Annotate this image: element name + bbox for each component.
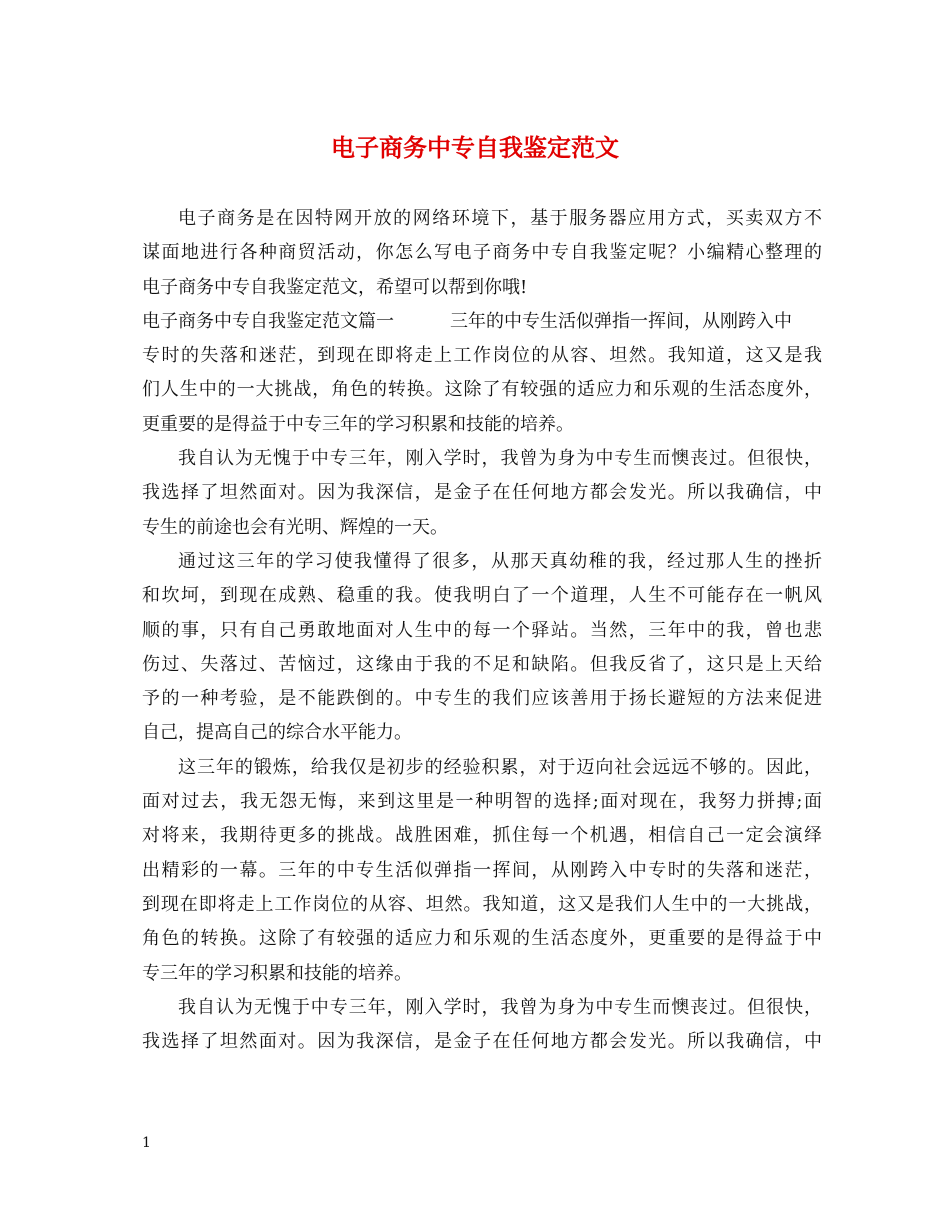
- text-line: 们人生中的一大挑战，角色的转换。这除了有较强的适应力和乐观的生活态度外，: [142, 379, 822, 401]
- text-line: 谋面地进行各种商贸活动，你怎么写电子商务中专自我鉴定呢？小编精心整理的: [142, 242, 822, 264]
- text-line: 我自认为无愧于中专三年，刚入学时，我曾为身为中专生而懊丧过。但很快，: [178, 448, 822, 470]
- text-line: 我选择了坦然面对。因为我深信，是金子在任何地方都会发光。所以我确信，中: [142, 1031, 822, 1053]
- text-line: 对将来，我期待更多的挑战。战胜困难，抓住每一个机遇，相信自己一定会演绎: [142, 825, 822, 847]
- text-line: 顺的事，只有自己勇敢地面对人生中的每一个驿站。当然，三年中的我，曾也悲: [142, 619, 822, 641]
- document-title: 电子商务中专自我鉴定范文: [331, 133, 619, 162]
- text-line: 更重要的是得益于中专三年的学习积累和技能的培养。: [142, 413, 574, 435]
- text-line: 电子商务是在因特网开放的网络环境下，基于服务器应用方式，买卖双方不: [178, 208, 822, 229]
- text-line: 伤过、失落过、苦恼过，这缘由于我的不足和缺陷。但我反省了，这只是上天给: [142, 653, 822, 675]
- text-line: 专三年的学习积累和技能的培养。: [142, 962, 412, 984]
- text-line: 通过这三年的学习使我懂得了很多，从那天真幼稚的我，经过那人生的挫折: [178, 550, 822, 572]
- document-body: [142, 202, 822, 1059]
- text-line: 自己，提高自己的综合水平能力。: [142, 722, 412, 744]
- text-line: 我选择了坦然面对。因为我深信，是金子在任何地方都会发光。所以我确信，中: [142, 482, 822, 504]
- text-line: 这三年的锻炼，给我仅是初步的经验积累，对于迈向社会远远不够的。因此，: [178, 756, 822, 778]
- text-line: 角色的转换。这除了有较强的适应力和乐观的生活态度外，更重要的是得益于中: [142, 928, 822, 950]
- line-text: 三年的中专生活似弹指一挥间，从刚跨入中: [450, 310, 792, 332]
- text-line: 面对过去，我无怨无悔，来到这里是一种明智的选择;面对现在，我努力拼搏;面: [142, 791, 822, 813]
- text-line: [142, 305, 822, 339]
- text-line: 出精彩的一幕。三年的中专生活似弹指一挥间，从刚跨入中专时的失落和迷茫，: [142, 859, 822, 881]
- text-line: 电子商务中专自我鉴定范文，希望可以帮到你哦!: [142, 276, 528, 298]
- text-line: 予的一种考验，是不能跌倒的。中专生的我们应该善用于扬长避短的方法来促进: [142, 688, 822, 710]
- page-number: 1: [142, 1135, 151, 1151]
- text-line: 我自认为无愧于中专三年，刚入学时，我曾为身为中专生而懊丧过。但很快，: [178, 996, 822, 1018]
- section-heading-inline: 电子商务中专自我鉴定范文篇一: [142, 310, 394, 332]
- text-line: 专时的失落和迷茫，到现在即将走上工作岗位的从容、坦然。我知道，这又是我: [142, 345, 822, 367]
- text-line: 到现在即将走上工作岗位的从容、坦然。我知道，这又是我们人生中的一大挑战，: [142, 893, 822, 915]
- text-line: 专生的前途也会有光明、辉煌的一天。: [142, 516, 448, 538]
- text-line: 和坎坷，到现在成熟、稳重的我。使我明白了一个道理，人生不可能存在一帆风: [142, 585, 822, 607]
